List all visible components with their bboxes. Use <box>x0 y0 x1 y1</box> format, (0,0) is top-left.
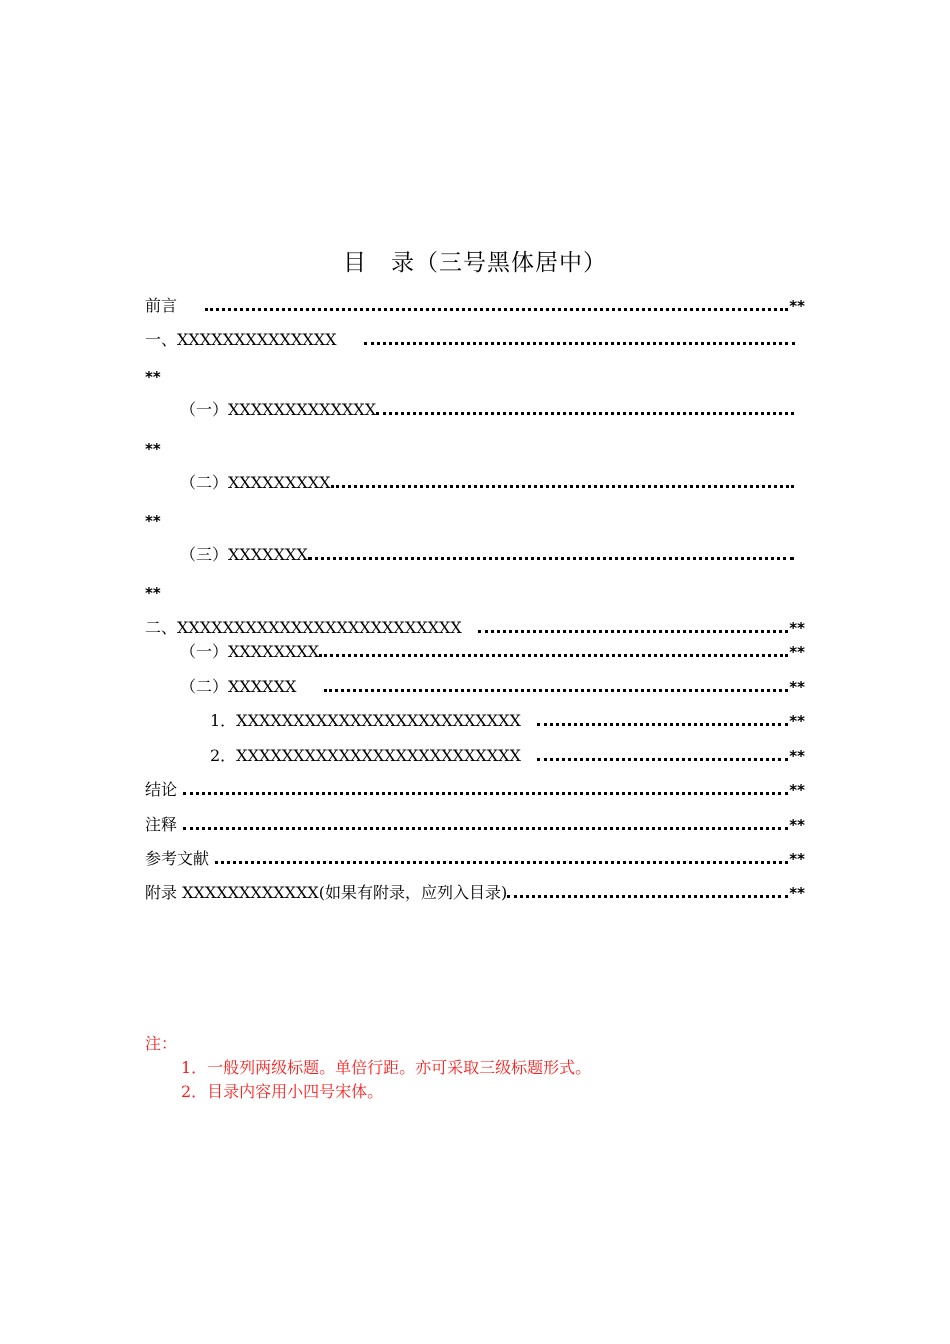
toc-leader-dots <box>215 841 788 864</box>
toc-leader-dots <box>308 537 794 560</box>
toc-entry-references[interactable] <box>145 845 805 869</box>
toc-leader-dots <box>376 392 794 415</box>
toc-page-number: ** <box>145 584 161 602</box>
toc-entry-label: 1．XXXXXXXXXXXXXXXXXXXXXXXXX <box>210 711 521 730</box>
toc-entry-label: 参考文献 <box>145 849 210 868</box>
toc-leader-dots <box>507 875 788 898</box>
toc-entry-label: 二、XXXXXXXXXXXXXXXXXXXXXXXXX <box>145 618 462 637</box>
toc-page-number: ** <box>789 643 805 661</box>
toc-page-number: ** <box>789 619 805 637</box>
toc-entry-subsection-2-2-1[interactable] <box>210 707 805 731</box>
toc-entry-section-1-2[interactable] <box>180 469 794 493</box>
toc-entry-conclusion[interactable] <box>145 776 805 800</box>
toc-entry-chapter-1[interactable] <box>145 326 795 350</box>
toc-entry-label: （二）XXXXXXXXX <box>180 473 331 492</box>
toc-entry-label: 2．XXXXXXXXXXXXXXXXXXXXXXXXX <box>210 746 521 765</box>
toc-page-number: ** <box>789 297 805 315</box>
toc-entry-section-2-1[interactable] <box>180 638 805 662</box>
toc-entry-section-2-2[interactable] <box>180 673 805 697</box>
toc-leader-dots <box>183 772 788 795</box>
toc-entry-section-1-1[interactable] <box>180 396 794 420</box>
toc-page-number: ** <box>789 884 805 902</box>
note-item: 1．一般列两级标题。单倍行距。亦可采取三级标题形式。 <box>181 1058 592 1077</box>
toc-leader-dots <box>319 634 788 657</box>
toc-entry-section-1-3[interactable] <box>180 541 794 565</box>
toc-leader-dots <box>183 807 788 830</box>
toc-entry-label: （二）XXXXXX <box>180 677 297 696</box>
toc-entry-label: 附录 XXXXXXXXXXXX(如果有附录，应列入目录) <box>145 883 508 902</box>
toc-entry-label: （一）XXXXXXXXXXXXX <box>180 400 377 419</box>
notes-heading: 注： <box>145 1034 178 1053</box>
toc-page-number: ** <box>789 850 805 868</box>
toc-entry-annotations[interactable] <box>145 811 805 835</box>
toc-entry-label: （一）XXXXXXXX <box>180 642 320 661</box>
toc-entry-appendix[interactable] <box>145 879 805 903</box>
note-item: 2．目录内容用小四号宋体。 <box>181 1082 384 1101</box>
toc-entry-label: 结论 <box>145 780 178 799</box>
toc-page-number: ** <box>145 512 161 530</box>
toc-page-number: ** <box>789 747 805 765</box>
toc-leader-dots <box>324 669 788 692</box>
toc-entry-label: 一、XXXXXXXXXXXXXX <box>145 330 337 349</box>
toc-leader-dots <box>478 610 789 633</box>
toc-entry-label: 前言 <box>145 296 178 315</box>
toc-page-number: ** <box>789 712 805 730</box>
toc-leader-dots <box>205 288 788 311</box>
toc-page-number: ** <box>789 678 805 696</box>
toc-page-number: ** <box>145 368 161 386</box>
page-title: 目 录（三号黑体居中） <box>343 250 607 276</box>
notes-section <box>145 1032 591 1104</box>
toc-leader-dots <box>331 465 794 488</box>
toc-entry-preface[interactable] <box>145 292 805 316</box>
toc-leader-dots <box>537 738 788 761</box>
toc-leader-dots <box>364 322 795 345</box>
toc-page-number: ** <box>789 816 805 834</box>
toc-entry-label: 注释 <box>145 815 178 834</box>
toc-entry-label: （三）XXXXXXX <box>180 545 308 564</box>
toc-page-number: ** <box>145 440 161 458</box>
toc-entry-subsection-2-2-2[interactable] <box>210 742 805 766</box>
toc-page-number: ** <box>789 781 805 799</box>
toc-leader-dots <box>537 703 788 726</box>
